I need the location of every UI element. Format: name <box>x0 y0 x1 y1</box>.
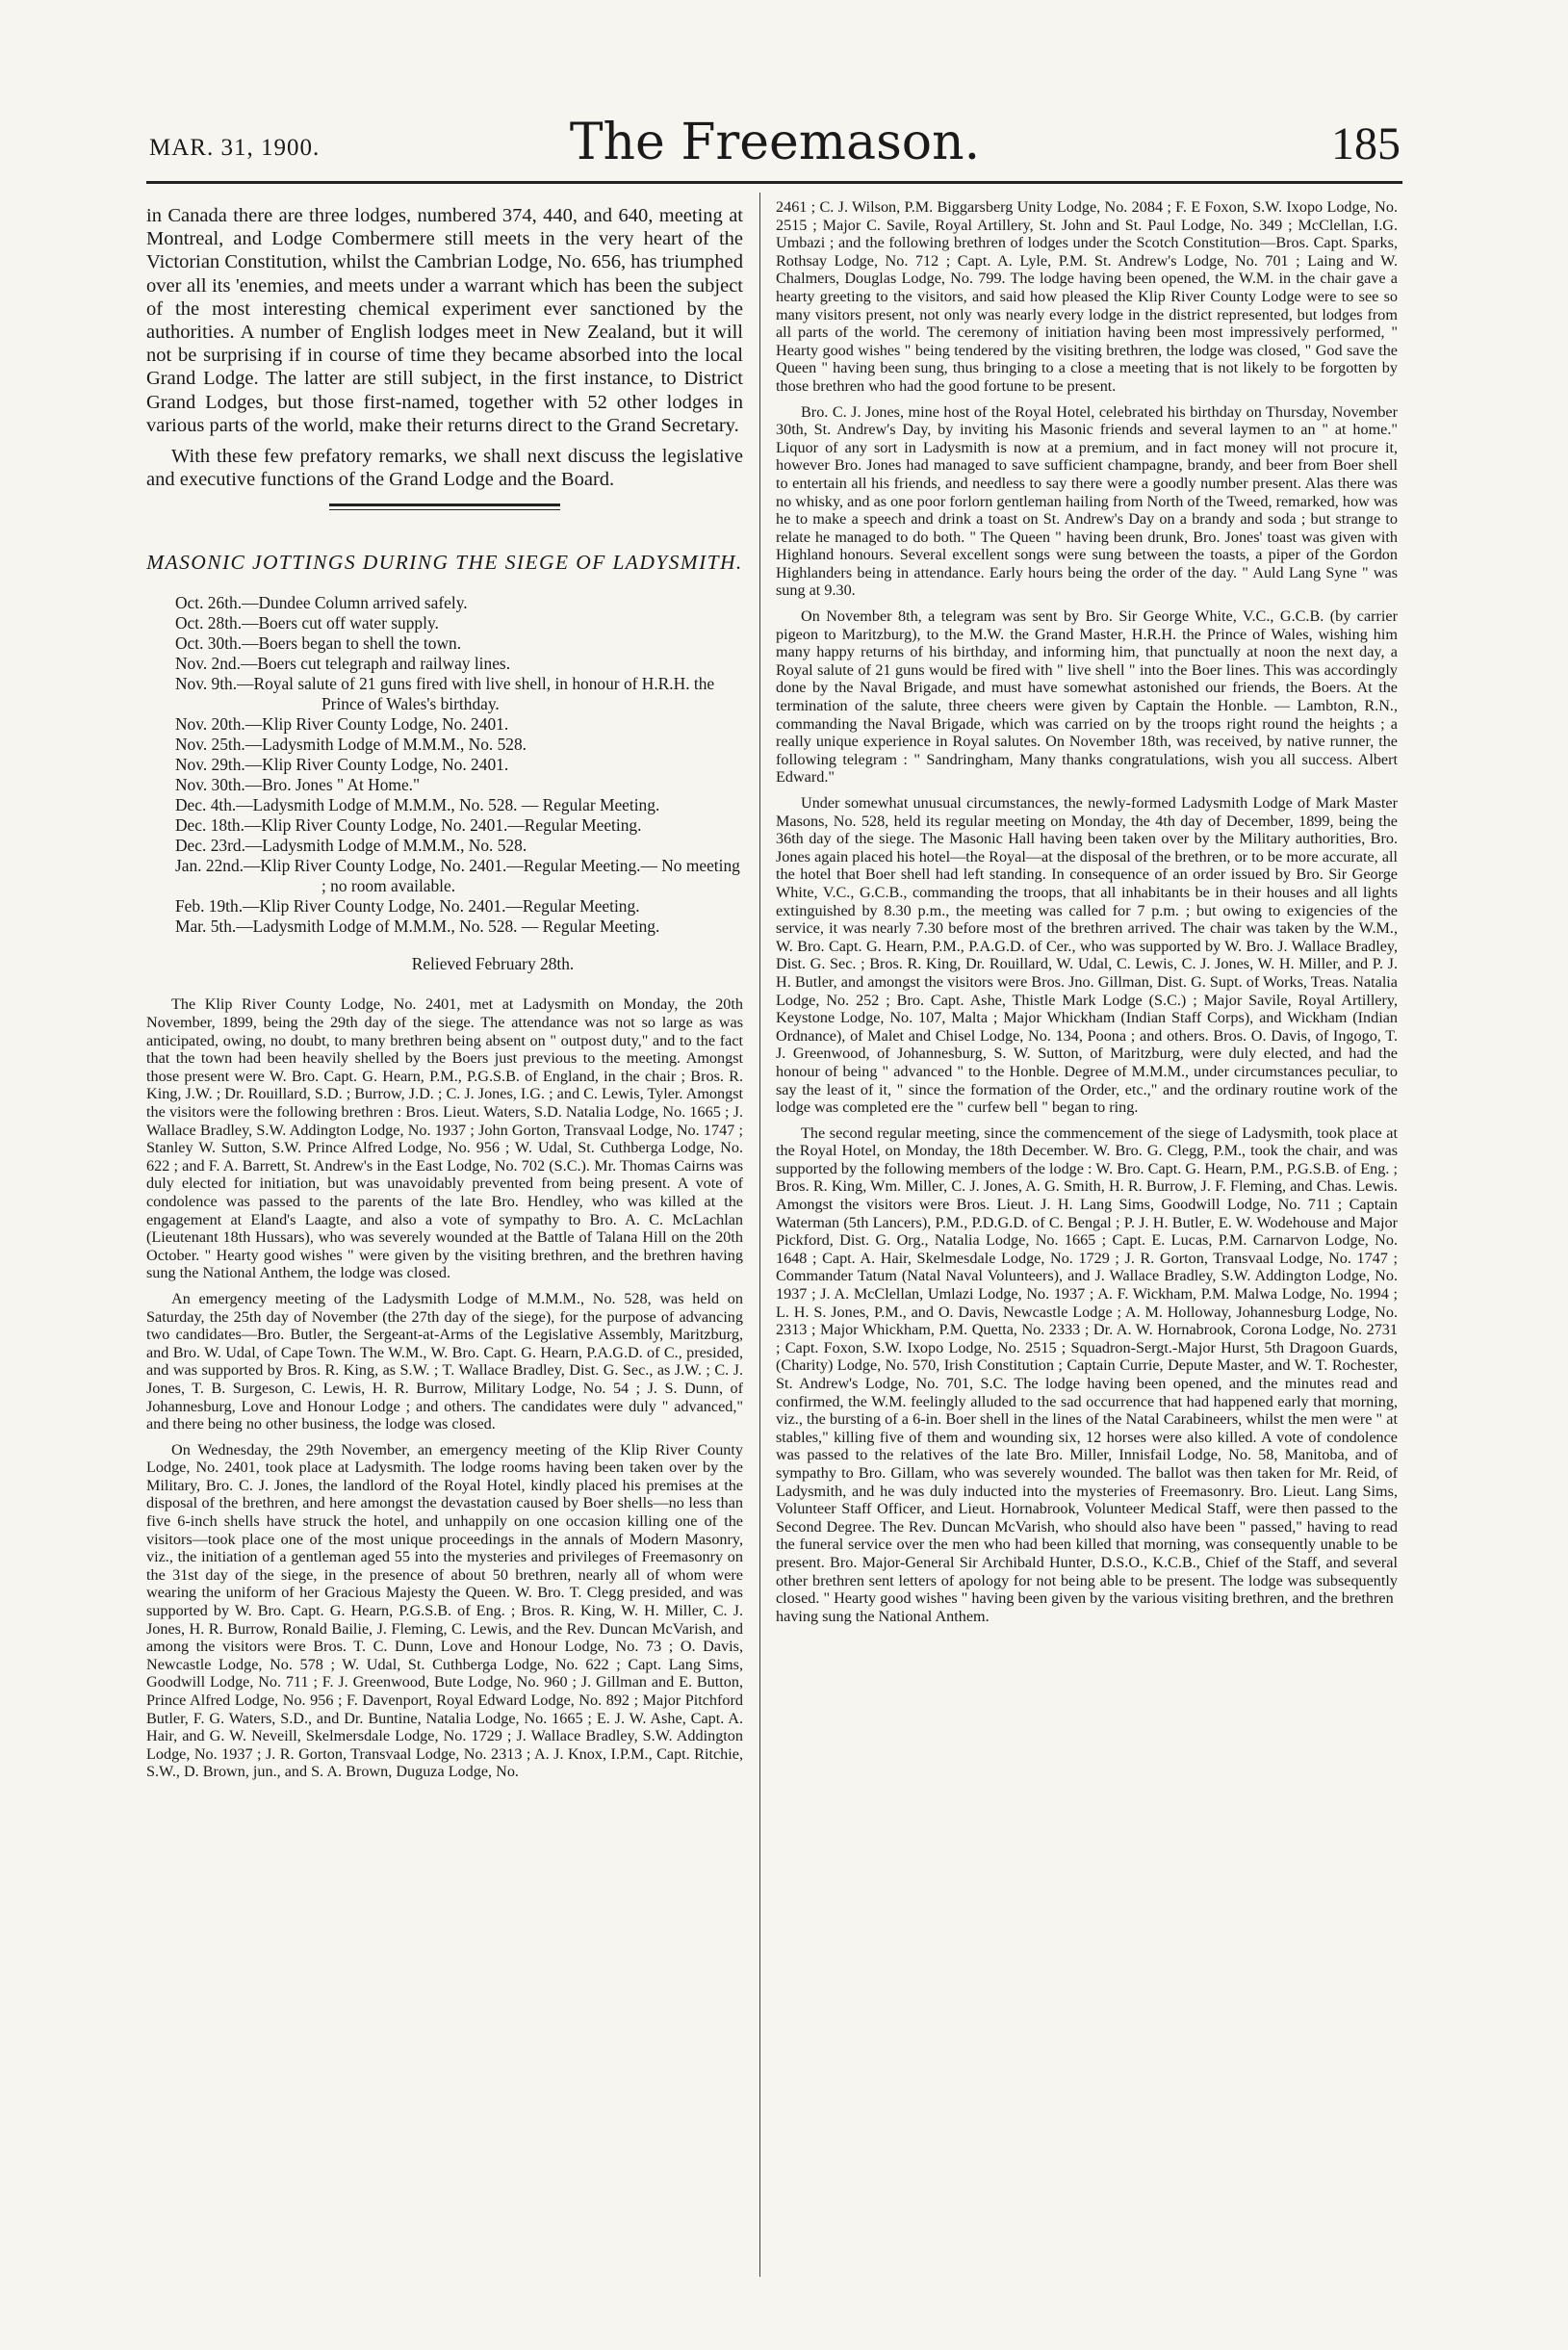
masthead <box>149 114 1401 181</box>
body-paragraph: Bro. C. J. Jones, mine host of the Royal Hotel, celebrated his birthday on Thursday, November 30th, St. Andrew's Day, by inviting his Masonic friends and several laymen to an " at home." Liquor of any sort in Ladysmith is now at a premium, and in fact money will not procure it, however Bro. Jones had managed to save sufficient champagne, brandy, and beer from Boer shell to entertain all his friends, and needless to say there were a goodly number present. Alas there was no whisky, and as one poor forlorn gentleman hailing from North of the Tweed, remarked, how was he to make a speech and drink a toast on St. Andrew's Day on a brandy and soda ; but strange to relate he managed to do both. " The Queen " having been drunk, Bro. Jones' toast was given with Highland honours. Several excellent songs were sung between the toasts, a piper of the Gordon Highlanders being in attendance. Early hours being the order of the day. " Auld Lang Syne " was sung at 9.30. <box>776 402 1398 600</box>
jottings-list <box>146 593 743 937</box>
list-item: Nov. 2nd.—Boers cut telegraph and railway lines. <box>175 654 511 674</box>
list-item: Oct. 28th.—Boers cut off water supply. <box>175 613 439 633</box>
masthead-rule <box>146 181 1402 184</box>
list-item: Mar. 5th.—Ladysmith Lodge of M.M.M., No. 528. — Regular Meeting. <box>175 917 660 937</box>
body-paragraph: The Klip River County Lodge, No. 2401, met at Ladysmith on Monday, the 20th November, 1899, being the 29th day of the siege. The attendance was not so large as was anticipated, owing, no doubt, to many brethren being absent on " outpost duty," and to the fact that the town had been heavily shelled by the Boers just previous to the meeting. Amongst those present were W. Bro. Capt. G. Hearn, P.M., P.G.S.B. of England, in the chair ; Bros. R. King, J.W. ; Dr. Rouillard, S.D. ; Burrow, J.D. ; C. J. Jones, I.G. ; and C. Lewis, Tyler. Amongst the visitors were the following brethren : Bros. Lieut. Waters, S.D. Natalia Lodge, No. 1665 ; J. Wallace Bradley, S.W. Addington Lodge, No. 1937 ; John Gorton, Transvaal Lodge, No. 1747 ; Stanley W. Sutton, S.W. Prince Alfred Lodge, No. 956 ; W. Udal, St. Cuthberga Lodge, No. 622 ; and F. A. Barrett, St. Andrew's in the East Lodge, No. 702 (S.C.). Mr. Thomas Cairns was duly elected for initiation, but was unavoidably prevented from being present. A vote of condolence was passed to the parents of the late Bro. Hendley, who was killed at the engagement at Eland's Laagte, and also a vote of sympathy to Bro. A. C. McLachlan (Lieutenant 18th Hussars), who was severely wounded at the Battle of Talana Hill on the 20th October. " Hearty good wishes " were given by the visiting brethren, and the brethren having sung the National Anthem, the lodge was closed. <box>146 995 743 1282</box>
list-item: Nov. 30th.—Bro. Jones " At Home." <box>175 775 421 795</box>
section-divider <box>329 504 560 510</box>
left-column <box>146 204 743 1781</box>
body-paragraph: having sung the National Anthem. <box>776 1607 990 1625</box>
body-paragraph: 2461 ; C. J. Wilson, P.M. Biggarsberg Unity Lodge, No. 2084 ; F. E Foxon, S.W. Ixopo Lodge, No. 2515 ; Major C. Savile, Royal Artillery, St. John and St. Paul Lodge, No. 349 ; McClellan, I.G. Umbazi ; and the following brethren of lodges under the Scotch Constitution—Bros. Capt. Sparks, Rothsay Lodge, No. 712 ; Capt. A. Lyle, P.M. St. Andrew's Lodge, No. 701 ; Laing and W. Chalmers, Douglas Lodge, No. 799. The lodge having been opened, the W.M. in the chair gave a hearty greeting to the visitors, and said how pleased the Klip River County Lodge were to see so many visitors present, not only was nearly every lodge in the district represented, but lodges from all parts of the world. The ceremony of initiation having been most impressively performed, " Hearty good wishes " being tendered by the visiting brethren, the lodge was closed, " God save the Queen " having been sung, thus bringing to a close a meeting that is not likely to be forgotten by those brethren who had the good fortune to be present. <box>776 198 1398 395</box>
intro-paragraph: in Canada there are three lodges, numbered 374, 440, and 640, meeting at Montreal, and Lodge Combermere still meets in the very heart of the Victorian Constitution, whilst the Cambrian Lodge, No. 656, has triumphed over all its 'enemies, and meets under a warrant which has been the subject of the most interesting chemical experiment ever sanctioned by the authorities. A number of English lodges meet in New Zealand, but it will not be surprising if in course of time they became absorbed into the local Grand Lodge. The latter are still subject, in the first instance, to District Grand Lodges, but those first-named, together with 52 other lodges in various parts of the world, make their returns direct to the Grand Secretary. <box>146 205 743 436</box>
list-item: Nov. 20th.—Klip River County Lodge, No. 2401. <box>175 714 509 735</box>
list-item: Dec. 4th.—Ladysmith Lodge of M.M.M., No. 528. — Regular Meeting. <box>175 795 660 815</box>
page-number: 185 <box>1331 118 1401 169</box>
list-item: Nov. 9th.—Royal salute of 21 guns fired with live shell, in honour of H.R.H. the Prince of Wales's birthday. <box>175 674 715 714</box>
body-paragraph: On Wednesday, the 29th November, an emergency meeting of the Klip River County Lodge, No. 2401, took place at Ladysmith. The lodge rooms having been taken over by the Military, Bro. C. J. Jones, the landlord of the Royal Hotel, kindly placed his premises at the disposal of the brethren, and here amongst the devastation caused by Boer shells—no less than five 6-inch shells have struck the hotel, and unhappily on one occasion killing one of the visitors—took place one of the most unique proceedings in the annals of Modern Masonry, viz., the initiation of a gentleman aged 55 into the mysteries and privileges of Freemasonry on the 31st day of the siege, in the presence of about 50 brethren, nearly all of whom were wearing the uniform of her Gracious Majesty the Queen. W. Bro. T. Clegg presided, and was supported by W. Bro. Capt. G. Hearn, P.G.S.B. of Eng. ; Bros. R. King, W. H. Miller, C. J. Jones, H. R. Burrow, Ronald Bailie, J. Fleming, C. Lewis, and the Rev. Duncan McVarish, and among the visitors were Bros. T. C. Dunn, Love and Honour Lodge, No. 73 ; O. Davis, Newcastle Lodge, No. 578 ; W. Udal, St. Cuthberga Lodge, No. 622 ; Capt. Lang Sims, Goodwill Lodge, No. 711 ; F. J. Greenwood, Bute Lodge, No. 960 ; J. Gillman and E. Button, Prince Alfred Lodge, No. 956 ; F. Davenport, Royal Edward Lodge, No. 892 ; Major Pitchford Butler, F. G. Waters, S.D., and Dr. Buntine, Natalia Lodge, No. 1665 ; E. J. W. Ashe, Capt. A. Hair, and G. W. Neveill, Skelmersdale Lodge, No. 1729 ; J. Wallace Bradley, S.W. Addington Lodge, No. 1937 ; J. R. Gorton, Transvaal Lodge, No. 2313 ; A. J. Knox, I.P.M., Capt. Ritchie, S.W., D. Brown, jun., and S. A. Brown, Duguza Lodge, No. <box>146 1440 743 1781</box>
newspaper-title: The Freemason. <box>569 114 981 171</box>
relieved-note: Relieved February 28th. <box>411 954 575 974</box>
list-item: Jan. 22nd.—Klip River County Lodge, No. 2401.—Regular Meeting.— No meeting ; no room available. <box>175 856 740 896</box>
body-paragraph: An emergency meeting of the Ladysmith Lodge of M.M.M., No. 528, was held on Saturday, the 25th day of November (the 27th day of the siege), for the purpose of advancing two candidates—Bro. Butler, the Sergeant-at-Arms of the Legislative Assembly, Maritzburg, and Bro. W. Udal, of Cape Town. The W.M., W. Bro. Capt. G. Hearn, P.A.G.D. of C., presided, and was supported by Bros. R. King, as S.W. ; T. Wallace Bradley, Dist. G. Sec., as J.W. ; C. J. Jones, T. B. Surgeson, C. Lewis, H. R. Burrow, Military Lodge, No. 54 ; J. S. Dunn, of Johannesburg, Love and Honour Lodge ; and others. The candidates were duly " advanced," and there being no other business, the lodge was closed. <box>146 1289 743 1433</box>
intro-paragraph: With these few prefatory remarks, we shall next discuss the legislative and executive functions of the Grand Lodge and the Board. <box>146 446 743 491</box>
list-item: Nov. 29th.—Klip River County Lodge, No. 2401. <box>175 755 509 775</box>
list-item: Oct. 30th.—Boers began to shell the town. <box>175 633 462 654</box>
list-item: Nov. 25th.—Ladysmith Lodge of M.M.M., No. 528. <box>175 735 527 755</box>
body-paragraph: On November 8th, a telegram was sent by Bro. Sir George White, V.C., G.C.B. (by carrier pigeon to Maritzburg), to the M.W. the Grand Master, H.R.H. the Prince of Wales, wishing him many happy returns of his birthday, and informing him, that punctually at noon the next day, a Royal salute of 21 guns would be fired with " live shell " into the Boer lines. This was accordingly done by the Naval Brigade, and must have somewhat astonished our friends, the Boers. At the termination of the salute, three cheers were given by Captain the Honble. — Lambton, R.N., commanding the Naval Brigade, which was carried on by the troops right round the heights ; a really unique experience in Royal salutes. On November 18th, was received, by native runner, the following telegram : " Sandringham, Many thanks congratulations, wish you all success. Albert Edward." <box>776 607 1398 787</box>
column-divider <box>759 193 760 2277</box>
right-column <box>776 198 1398 1625</box>
article-title: MASONIC JOTTINGS DURING THE SIEGE OF LADYSMITH. <box>146 551 743 575</box>
body-paragraph: Under somewhat unusual circumstances, the newly-formed Ladysmith Lodge of Mark Master Masons, No. 528, held its regular meeting on Monday, the 4th day of December, 1899, being the 36th day of the siege. The Masonic Hall having been taken over by the Military authorities, Bro. Jones again placed his hotel—the Royal—at the disposal of the brethren, or to be more accurate, all the hotel that Boer shell had left standing. In consequence of an order issued by Bro. Sir George White, V.C., G.C.B., commanding the troops, that all inhabitants be in their houses and all lights extinguished by 8.30 p.m., the meeting was called for 7 p.m. ; but owing to exigencies of the service, it was nearly 7.30 before most of the brethren arrived. The chair was taken by the W.M., W. Bro. Capt. G. Hearn, P.M., P.A.G.D. of Cer., who was supported by W. Bro. J. Wallace Bradley, Dist. G. Sec. ; Bros. R. King, Dr. Rouillard, W. Udal, C. Lewis, C. J. Jones, W. H. Miller, and P. J. H. Butler, and amongst the visitors were Bros. Jno. Gillman, Dist. G. Supt. of Works, Treas. Natalia Lodge, No. 252 ; Bro. Capt. Ashe, Thistle Mark Lodge (S.C.) ; Major Savile, Royal Artillery, Keystone Lodge, No. 107, Malta ; Major Whickham (Indian Staff Corps), and Wickham (Indian Ordnance), of Malet and Chisel Lodge, No. 134, Poona ; and others. Bros. O. Davis, of Ingogo, T. J. Greenwood, of Johannesburg, S. W. Sutton, of Maritzburg, were duly elected, and had the honour of being " advanced " to the Honble. Degree of M.M.M., under circumstances peculiar, to say the least of it, " since the formation of the Order, etc.," and the ordinary routine work of the lodge was completed ere the " curfew bell " began to ring. <box>776 794 1398 1117</box>
list-item: Feb. 19th.—Klip River County Lodge, No. 2401.—Regular Meeting. <box>175 896 640 917</box>
list-item: Oct. 26th.—Dundee Column arrived safely. <box>175 593 468 613</box>
list-item: Dec. 23rd.—Ladysmith Lodge of M.M.M., No. 528. <box>175 836 527 856</box>
list-item: Dec. 18th.—Klip River County Lodge, No. 2401.—Regular Meeting. <box>175 815 642 836</box>
body-paragraph: The second regular meeting, since the commencement of the siege of Ladysmith, took place at the Royal Hotel, on Monday, the 18th December. W. Bro. G. Clegg, P.M., took the chair, and was supported by the following members of the lodge : W. Bro. Capt. G. Hearn, P.M., P.G.S.B. of Eng. ; Bros. R. King, Wm. Miller, C. J. Jones, A. G. Smith, H. R. Burrow, J. F. Fleming, and Chas. Lewis. Amongst the visitors were Bros. Lieut. J. H. Lang Sims, Goodwill Lodge, No. 711 ; Captain Waterman (5th Lancers), P.M., P.D.G.D. of C. Bengal ; P. J. H. Butler, E. W. Wodehouse and Major Pickford, Dist. G. Org., Natalia Lodge, No. 1665 ; Capt. E. Lucas, P.M. Carnarvon Lodge, No. 1648 ; Capt. A. Hair, Skelmesdale Lodge, No. 1729 ; J. R. Gorton, Transvaal Lodge, No. 1747 ; Commander Tatum (Natal Naval Volunteers), and J. Wallace Bradley, S.W. Addington Lodge, No. 1937 ; J. A. McClellan, Umlazi Lodge, No. 1937 ; A. F. Wickham, P.M. Malwa Lodge, No. 1994 ; L. H. S. Jones, P.M., and O. Davis, Newcastle Lodge ; A. M. Holloway, Johannesburg Lodge, No. 2313 ; Major Whickham, P.M. Quetta, No. 2333 ; Dr. A. W. Hornabrook, Corona Lodge, No. 2731 ; Capt. Foxon, S.W. Ixopo Lodge, No. 2515 ; Squadron-Sergt.-Major Hurst, 5th Dragoon Guards, (Charity) Lodge, No. 570, Irish Constitution ; Captain Currie, Depute Master, and W. T. Rochester, St. Andrew's Lodge, No. 701, S.C. The lodge having been opened, and the minutes read and confirmed, the W.M. feelingly alluded to the sad occurrence that had happened early that morning, viz., the bursting of a 6-in. Boer shell in the lines of the Natal Carabineers, whilst the men were " at stables," killing five of them and wounding six, 12 horses were also killed. A vote of condolence was passed to the relatives of the late Bro. Miller, Innisfail Lodge, No. 58, Manitoba, and of sympathy to Bro. Gillam, who was severely wounded. The ballot was then taken for Mr. Reid, of Ladysmith, and he was duly inducted into the mysteries of Freemasonry. Bro. Lieut. Lang Sims, Volunteer Staff Officer, and Lieut. Hornabrook, Volunteer Medical Staff, were then passed to the Second Degree. The Rev. Duncan McVarish, who should also have been " passed," having to read the funeral service over the men who had been killed that morning, was consequently unable to be present. Bro. Major-General Sir Archibald Hunter, D.S.O., K.C.B., Chief of the Staff, and several other brethren sent letters of apology for not being able to be present. The lodge was subsequently closed. " Hearty good wishes " having been given by the various visiting brethren, and the brethren <box>776 1123 1398 1608</box>
issue-date: MAR. 31, 1900. <box>149 135 321 161</box>
